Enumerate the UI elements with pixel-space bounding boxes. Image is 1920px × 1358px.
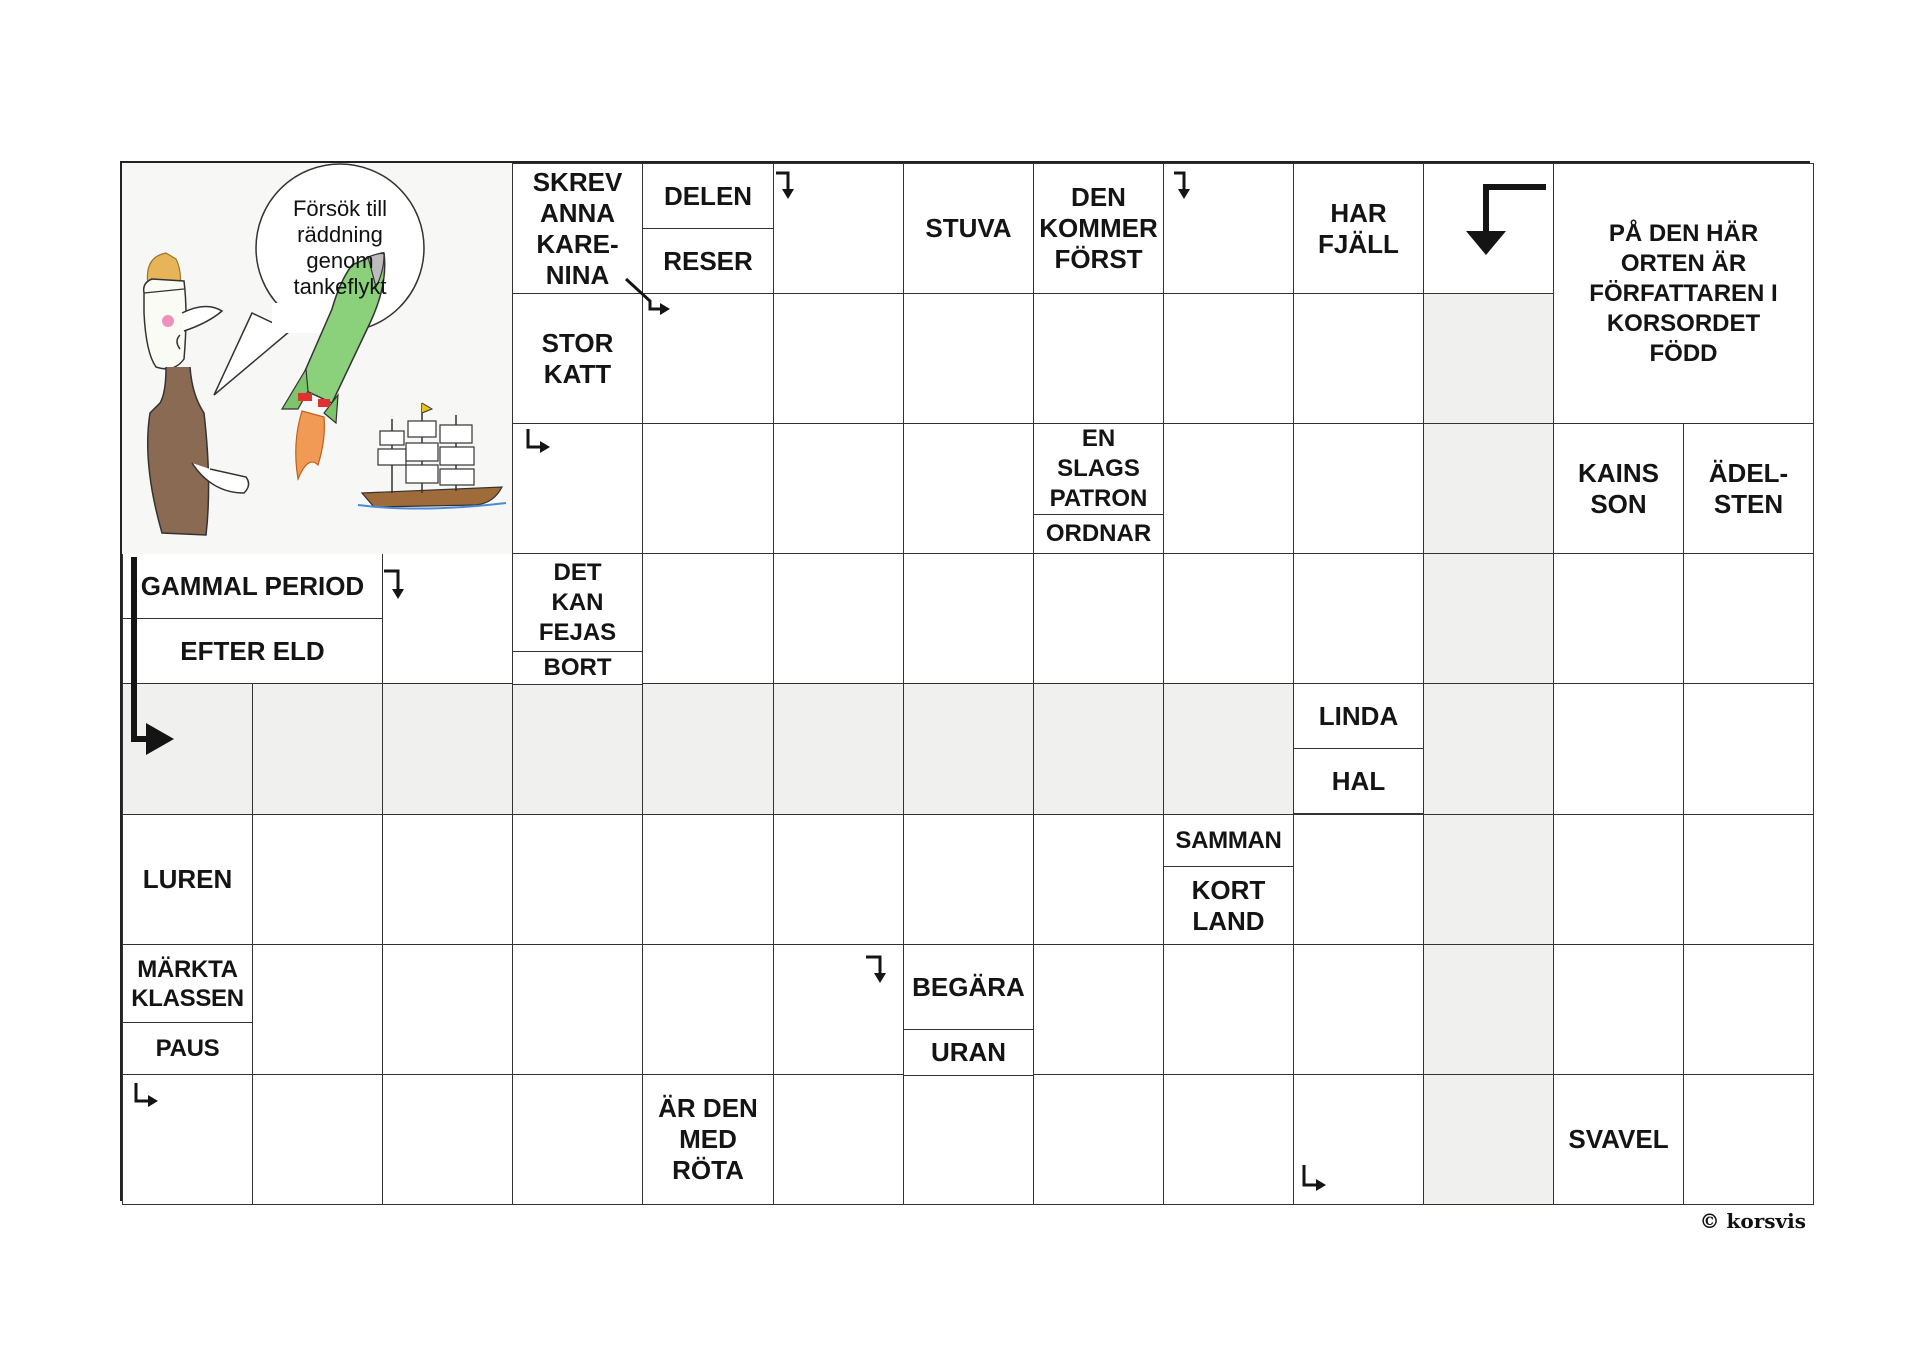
answer-cell[interactable] — [1293, 423, 1424, 554]
clue-pa-den-har-orten — [1553, 163, 1814, 424]
answer-cell[interactable] — [1683, 814, 1814, 945]
answer-cell[interactable] — [1033, 944, 1164, 1075]
clue-en-slags-patron — [1033, 423, 1164, 515]
clue-har-fjall-text: HAR FJÄLL — [1318, 197, 1399, 259]
answer-cell[interactable] — [512, 683, 643, 815]
clue-stuva-text: STUVA — [925, 213, 1012, 243]
clue-adelsten — [1683, 423, 1814, 554]
answer-cell[interactable] — [773, 683, 904, 815]
answer-cell[interactable] — [773, 163, 904, 294]
answer-cell[interactable] — [1423, 814, 1554, 945]
clue-ordnar — [1033, 514, 1164, 554]
clue-markta-klassen-text: MÄRKTA KLASSEN — [131, 955, 244, 1012]
answer-cell[interactable] — [1033, 683, 1164, 815]
clue-efter-eld-text: EFTER ELD — [180, 635, 325, 666]
answer-cell[interactable] — [642, 944, 774, 1075]
arrow-down-icon — [384, 571, 404, 599]
answer-cell[interactable] — [773, 944, 904, 1075]
clue-ar-den-med-rota-text: ÄR DEN MED RÖTA — [658, 1093, 758, 1185]
answer-cell[interactable] — [642, 683, 774, 815]
answer-cell[interactable] — [382, 814, 513, 945]
answer-cell[interactable] — [903, 1074, 1034, 1205]
answer-cell[interactable] — [903, 293, 1034, 424]
answer-cell[interactable] — [903, 553, 1034, 684]
answer-cell[interactable] — [382, 1074, 513, 1205]
clue-samman — [1163, 814, 1294, 867]
answer-cell[interactable] — [1163, 944, 1294, 1075]
answer-cell[interactable] — [252, 683, 383, 815]
clue-skrev-anna-karenina-text: SKREV ANNA KARE- NINA — [532, 166, 623, 290]
answer-cell[interactable] — [903, 683, 1034, 815]
answer-cell[interactable] — [122, 683, 253, 815]
answer-cell[interactable] — [1423, 293, 1554, 424]
answer-cell[interactable] — [903, 423, 1034, 554]
clue-uran — [903, 1029, 1034, 1076]
clue-en-slags-patron-text: EN SLAGS PATRON — [1049, 425, 1148, 512]
answer-cell[interactable] — [1163, 1074, 1294, 1205]
clue-hal-text: HAL — [1331, 765, 1386, 796]
clue-svavel — [1553, 1074, 1684, 1205]
answer-cell[interactable] — [1423, 553, 1554, 684]
clue-reser-text: RESER — [663, 245, 753, 276]
clue-kort-land — [1163, 866, 1294, 945]
answer-cell[interactable] — [1293, 1074, 1424, 1205]
clue-delen — [642, 163, 774, 229]
clue-delen-text: DELEN — [663, 180, 753, 211]
clue-bort-text: BORT — [543, 654, 612, 681]
clue-stor-katt-text: STOR KATT — [541, 327, 614, 389]
answer-cell[interactable] — [1553, 683, 1684, 815]
clue-linda — [1293, 683, 1424, 749]
clue-det-kan-fejas-text: DET KAN FEJAS — [538, 558, 617, 646]
answer-cell[interactable] — [773, 423, 904, 554]
answer-cell[interactable] — [122, 1074, 253, 1205]
answer-cell[interactable] — [773, 1074, 904, 1205]
clue-samman-text: SAMMAN — [1175, 827, 1282, 854]
clue-pa-den-har-orten-text: PÅ DEN HÄR ORTEN ÄR FÖRFATTAREN I KORSORDET FÖDD — [1589, 219, 1778, 367]
clue-efter-eld — [122, 618, 383, 684]
clue-har-fjall — [1293, 163, 1424, 294]
answer-cell[interactable] — [512, 944, 643, 1075]
clue-luren-text: LUREN — [142, 864, 233, 894]
clue-luren — [122, 814, 253, 945]
answer-cell[interactable] — [1293, 293, 1424, 424]
answer-cell[interactable] — [1423, 683, 1554, 815]
answer-cell[interactable] — [642, 814, 774, 945]
answer-cell[interactable] — [1423, 1074, 1554, 1205]
clue-kort-land-text: KORT LAND — [1191, 874, 1266, 936]
clue-den-kommer-forst-text: DEN KOMMER FÖRST — [1039, 182, 1158, 274]
answer-cell[interactable] — [1033, 293, 1164, 424]
answer-cell[interactable] — [252, 814, 383, 945]
answer-cell[interactable] — [1163, 553, 1294, 684]
clue-stuva — [903, 163, 1034, 294]
clue-linda-text: LINDA — [1318, 700, 1399, 731]
clue-det-kan-fejas — [512, 553, 643, 652]
answer-cell[interactable] — [1423, 163, 1554, 294]
answer-cell[interactable] — [382, 944, 513, 1075]
answer-cell[interactable] — [1293, 944, 1424, 1075]
clue-den-kommer-forst — [1033, 163, 1164, 294]
answer-cell[interactable] — [1163, 683, 1294, 815]
clue-paus — [122, 1022, 253, 1075]
answer-cell[interactable] — [1033, 1074, 1164, 1205]
answer-cell[interactable] — [252, 944, 383, 1075]
cartoon-caption: Försök till räddning genom tankeflykt — [292, 196, 388, 299]
answer-cell[interactable] — [1293, 814, 1424, 945]
answer-cell[interactable] — [1163, 163, 1294, 294]
answer-cell[interactable] — [1683, 1074, 1814, 1205]
clue-begara-text: BEGÄRA — [912, 971, 1025, 1002]
answer-cell[interactable] — [1683, 944, 1814, 1075]
clue-ar-den-med-rota — [642, 1074, 774, 1205]
clue-svavel-text: SVAVEL — [1568, 1124, 1669, 1154]
clue-gammal-period — [122, 553, 383, 619]
answer-cell[interactable] — [1423, 944, 1554, 1075]
clue-reser — [642, 228, 774, 294]
answer-cell[interactable] — [1553, 944, 1684, 1075]
answer-cell[interactable] — [773, 293, 904, 424]
answer-cell[interactable] — [903, 814, 1034, 945]
answer-cell[interactable] — [1683, 553, 1814, 684]
answer-cell[interactable] — [1553, 553, 1684, 684]
answer-cell[interactable] — [1033, 553, 1164, 684]
answer-cell[interactable] — [642, 423, 774, 554]
clue-stor-katt — [512, 293, 643, 424]
answer-cell[interactable] — [382, 683, 513, 815]
answer-cell[interactable] — [1163, 423, 1294, 554]
clue-uran-text: URAN — [930, 1037, 1007, 1067]
copyright-notice: © korsvis — [1699, 1209, 1806, 1233]
answer-cell[interactable] — [1683, 683, 1814, 815]
answer-cell[interactable] — [1033, 814, 1164, 945]
answer-cell[interactable] — [773, 814, 904, 945]
answer-cell[interactable] — [252, 1074, 383, 1205]
clue-markta-klassen — [122, 944, 253, 1023]
clue-kains-son — [1553, 423, 1684, 554]
answer-cell[interactable] — [642, 293, 774, 424]
clue-begara — [903, 944, 1034, 1030]
answer-cell[interactable] — [1163, 293, 1294, 424]
clue-hal — [1293, 748, 1424, 814]
clue-paus-text: PAUS — [155, 1035, 220, 1062]
answer-cell[interactable] — [512, 814, 643, 945]
answer-cell[interactable] — [1423, 423, 1554, 554]
clue-ordnar-text: ORDNAR — [1045, 520, 1152, 547]
answer-cell[interactable] — [773, 553, 904, 684]
clue-skrev-anna-karenina — [512, 163, 643, 294]
clue-adelsten-text: ÄDEL- STEN — [1708, 457, 1789, 519]
answer-cell[interactable] — [642, 553, 774, 684]
answer-cell[interactable] — [1553, 814, 1684, 945]
answer-cell[interactable] — [512, 423, 643, 554]
clue-bort — [512, 651, 643, 685]
clue-gammal-period-text: GAMMAL PERIOD — [140, 570, 365, 601]
answer-cell[interactable] — [1293, 553, 1424, 684]
answer-cell[interactable] — [512, 1074, 643, 1205]
clue-kains-son-text: KAINS SON — [1578, 457, 1659, 519]
